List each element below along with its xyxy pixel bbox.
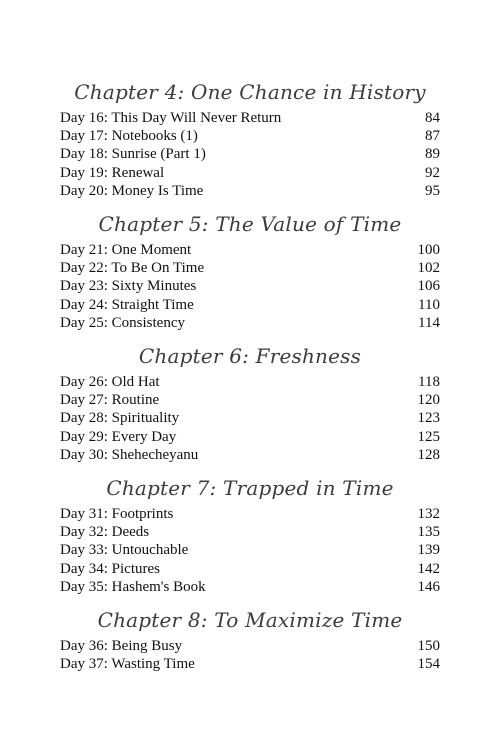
entry-title: Day 36: Being Busy <box>60 638 183 654</box>
entry-title: Day 24: Straight Time <box>60 296 194 313</box>
toc-entry[interactable] <box>60 428 440 446</box>
entry-page-number: 128 <box>417 446 440 463</box>
entry-page-number: 84 <box>425 110 440 126</box>
entry-page-number: 125 <box>417 428 440 445</box>
entry-page-number: 106 <box>417 278 440 295</box>
toc-entry[interactable] <box>60 164 440 182</box>
entry-title: Day 25: Consistency <box>60 314 185 331</box>
entry-title: Day 18: Sunrise (Part 1) <box>60 146 206 163</box>
entry-page-number: 146 <box>417 578 440 595</box>
entry-page-number: 132 <box>417 506 440 522</box>
chapter-heading: Chapter 5: The Value of Time <box>98 212 402 236</box>
toc-entry[interactable] <box>60 541 440 559</box>
toc-entry[interactable] <box>60 578 440 596</box>
toc-entry[interactable] <box>60 145 440 163</box>
entry-page-number: 92 <box>425 164 440 181</box>
toc-entry[interactable] <box>60 446 440 464</box>
toc-entry[interactable] <box>60 109 440 127</box>
chapter-heading: Chapter 4: One Chance in History <box>74 80 426 104</box>
entry-page-number: 118 <box>418 374 440 390</box>
entry-title: Day 22: To Be On Time <box>60 260 205 277</box>
toc-entry[interactable] <box>60 505 440 523</box>
entry-title: Day 16: This Day Will Never Return <box>60 110 282 126</box>
entry-title: Day 34: Pictures <box>60 560 160 577</box>
entry-title: Day 20: Money Is Time <box>60 182 204 199</box>
toc-entry[interactable] <box>60 259 440 277</box>
chapter-heading: Chapter 8: To Maximize Time <box>97 608 403 632</box>
toc-entry[interactable] <box>60 373 440 391</box>
toc-entry[interactable] <box>60 314 440 332</box>
toc-entry[interactable] <box>60 523 440 541</box>
toc-entry[interactable] <box>60 391 440 409</box>
entry-page-number: 102 <box>417 260 440 277</box>
entry-title: Day 28: Spirituality <box>60 410 180 427</box>
toc-entry[interactable] <box>60 409 440 427</box>
toc-entry[interactable] <box>60 296 440 314</box>
chapter-heading: Chapter 7: Trapped in Time <box>106 476 394 500</box>
entry-title: Day 37: Wasting Time <box>60 656 195 673</box>
entry-title: Day 30: Shehecheyanu <box>60 446 199 463</box>
entry-page-number: 123 <box>417 410 440 427</box>
entry-page-number: 120 <box>417 392 440 409</box>
toc-entry[interactable] <box>60 241 440 259</box>
toc-entry[interactable] <box>60 655 440 673</box>
entry-page-number: 135 <box>417 524 440 541</box>
toc-entry[interactable] <box>60 560 440 578</box>
entry-title: Day 21: One Moment <box>60 242 192 258</box>
entry-page-number: 150 <box>417 638 440 654</box>
entry-title: Day 33: Untouchable <box>60 542 189 559</box>
entry-page-number: 154 <box>417 656 440 673</box>
entry-title: Day 27: Routine <box>60 392 160 409</box>
chapter-6-section <box>60 342 440 464</box>
entry-page-number: 110 <box>418 296 440 313</box>
entry-page-number: 114 <box>418 314 440 331</box>
chapter-4-section <box>60 78 440 200</box>
toc-entry[interactable] <box>60 637 440 655</box>
entry-title: Day 26: Old Hat <box>60 374 160 390</box>
entry-title: Day 29: Every Day <box>60 428 177 445</box>
entry-page-number: 142 <box>417 560 440 577</box>
toc-entry[interactable] <box>60 277 440 295</box>
entry-page-number: 87 <box>425 128 440 145</box>
chapter-5-section <box>60 210 440 332</box>
entry-title: Day 31: Footprints <box>60 506 174 522</box>
chapter-7-section <box>60 474 440 596</box>
toc-entry[interactable] <box>60 182 440 200</box>
chapter-heading: Chapter 6: Freshness <box>138 344 362 368</box>
entry-title: Day 17: Notebooks (1) <box>60 128 198 145</box>
entry-page-number: 100 <box>417 242 440 258</box>
entry-page-number: 95 <box>425 182 440 199</box>
entry-title: Day 23: Sixty Minutes <box>60 278 197 295</box>
chapter-8-section <box>60 606 440 673</box>
entry-title: Day 32: Deeds <box>60 524 150 541</box>
entry-page-number: 139 <box>417 542 440 559</box>
entry-page-number: 89 <box>425 146 440 163</box>
entry-title: Day 35: Hashem's Book <box>60 578 206 595</box>
entry-title: Day 19: Renewal <box>60 164 165 181</box>
toc-entry[interactable] <box>60 127 440 145</box>
